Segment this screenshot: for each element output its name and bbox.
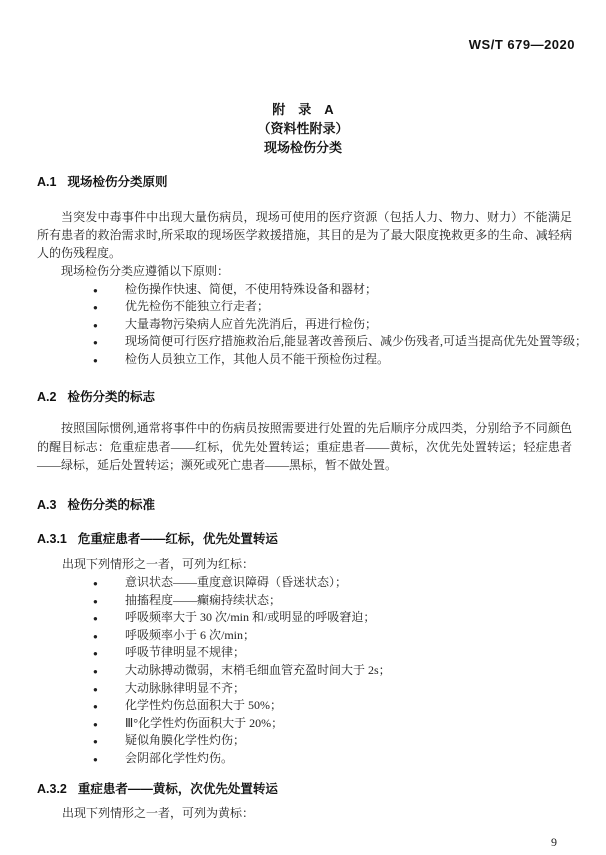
list-item [93, 298, 587, 315]
list-item [93, 697, 391, 715]
list-item-text: 呼吸频率大于 30 次/min 和/或明显的呼吸窘迫； [125, 610, 376, 625]
section-title: 检伤分类的标准 [67, 498, 155, 512]
list-item [93, 592, 391, 610]
section-title: 现场检伤分类原则 [67, 175, 168, 189]
list-item-text: Ⅲ°化学性灼伤面积大于 20%； [125, 715, 284, 730]
list-item-text: 化学性灼伤总面积大于 50%； [125, 698, 282, 713]
list-item-text: 大动脉脉律明显不齐； [125, 680, 246, 695]
list-item-text: 呼吸节律明显不规律； [125, 645, 246, 660]
list-item [93, 281, 587, 298]
section-heading-a32 [37, 779, 278, 797]
list-item [93, 627, 391, 645]
list-item [93, 351, 587, 368]
bullet-icon: ● [93, 338, 98, 348]
standard-number: WS/T 679—2020 [468, 37, 575, 52]
list-item-text: 抽搐程度——癫痫持续状态； [125, 592, 282, 607]
appendix-title-block [0, 100, 606, 157]
list-item [93, 662, 391, 680]
list-item-text: 疑似角膜化学性灼伤； [125, 733, 246, 748]
list-item [93, 680, 391, 698]
section-number: A.3.2 [37, 782, 67, 796]
list-item-text: 会阴部化学性灼伤。 [125, 750, 234, 765]
bullet-icon: ● [93, 684, 98, 694]
list-item-text: 大动脉搏动微弱，末梢毛细血管充盈时间大于 2s； [125, 662, 391, 677]
list-item [93, 715, 391, 733]
section-title: 重症患者——黄标，次优先处置转运 [77, 782, 278, 796]
list-item [93, 316, 587, 333]
list-item [93, 750, 391, 768]
bullet-icon: ● [93, 596, 98, 606]
section-heading-a3 [37, 495, 155, 513]
section-number: A.3.1 [37, 532, 67, 546]
bullet-icon: ● [93, 320, 98, 330]
list-item-text: 检伤操作快速、简便，不使用特殊设备和器材； [125, 282, 378, 296]
bullet-icon: ● [93, 719, 98, 729]
section-number: A.1 [37, 175, 57, 189]
section-heading-a31 [37, 529, 278, 547]
list-item-text: 优先检伤不能独立行走者； [125, 299, 270, 314]
section-title: 检伤分类的标志 [67, 390, 155, 404]
bullet-list-a1 [93, 281, 587, 368]
section-heading-a2 [37, 387, 155, 405]
section-number: A.2 [37, 390, 57, 404]
list-item-text: 检伤人员独立工作，其他人员不能干预检伤过程。 [125, 351, 390, 366]
list-item-text: 意识状态——重度意识障碍（昏迷状态）； [125, 575, 348, 589]
bullet-icon: ● [93, 579, 98, 588]
appendix-title-line1: 附 录 A [272, 102, 334, 117]
bullet-icon: ● [93, 303, 98, 313]
bullet-icon: ● [93, 702, 98, 712]
bullet-icon: ● [93, 631, 98, 641]
bullet-list-a31 [93, 574, 391, 768]
bullet-icon: ● [93, 754, 98, 764]
lead-line-a31: 出现下列情形之一者，可列为红标： [62, 557, 255, 571]
section-heading-a1 [37, 172, 167, 190]
list-item-text: 呼吸频率小于 6 次/min； [125, 627, 256, 642]
list-item [93, 732, 391, 750]
bullet-icon: ● [93, 286, 98, 295]
bullet-icon: ● [93, 737, 98, 747]
list-item-text: 大量毒物污染病人应首先洗消后，再进行检伤； [125, 316, 378, 331]
list-item [93, 574, 391, 592]
list-item-text: 现场简便可行医疗措施救治后,能显著改善预后、减少伤残者,可适当提高优先处置等级； [125, 334, 588, 349]
list-item [93, 333, 587, 350]
bullet-icon: ● [93, 355, 98, 365]
lead-line-a1: 现场检伤分类应遵循以下原则： [61, 264, 230, 278]
bullet-icon: ● [93, 614, 98, 624]
list-item [93, 644, 391, 662]
page-number: 9 [551, 835, 557, 849]
bullet-icon: ● [93, 666, 98, 676]
body-paragraph-a2: 按照国际惯例,通常将事件中的伤病员按照需要进行处置的先后顺序分成四类，分别给予不同颜色的醒目标志：危重症患者——红标，优先处置转运；重症患者——黄标，次优先处置转运；轻症患者——绿标，延后处置转运；濒死或死亡患者——黑标，暂不做处置。 [37, 421, 572, 472]
list-item [93, 609, 391, 627]
lead-line-a32: 出现下列情形之一者，可列为黄标： [62, 806, 255, 820]
section-title: 危重症患者——红标，优先处置转运 [77, 532, 278, 546]
bullet-icon: ● [93, 649, 98, 659]
appendix-title-line3: 现场检伤分类 [263, 140, 342, 155]
body-paragraph-a1: 当突发中毒事件中出现大量伤病员，现场可使用的医疗资源（包括人力、物力、财力）不能满足所有患者的救治需求时,所采取的现场医学救援措施，其目的是为了最大限度挽救更多的生命、减轻病人的伤残程度。 [37, 210, 572, 260]
section-number: A.3 [37, 498, 57, 512]
appendix-title-line2: （资料性附录） [257, 121, 349, 136]
